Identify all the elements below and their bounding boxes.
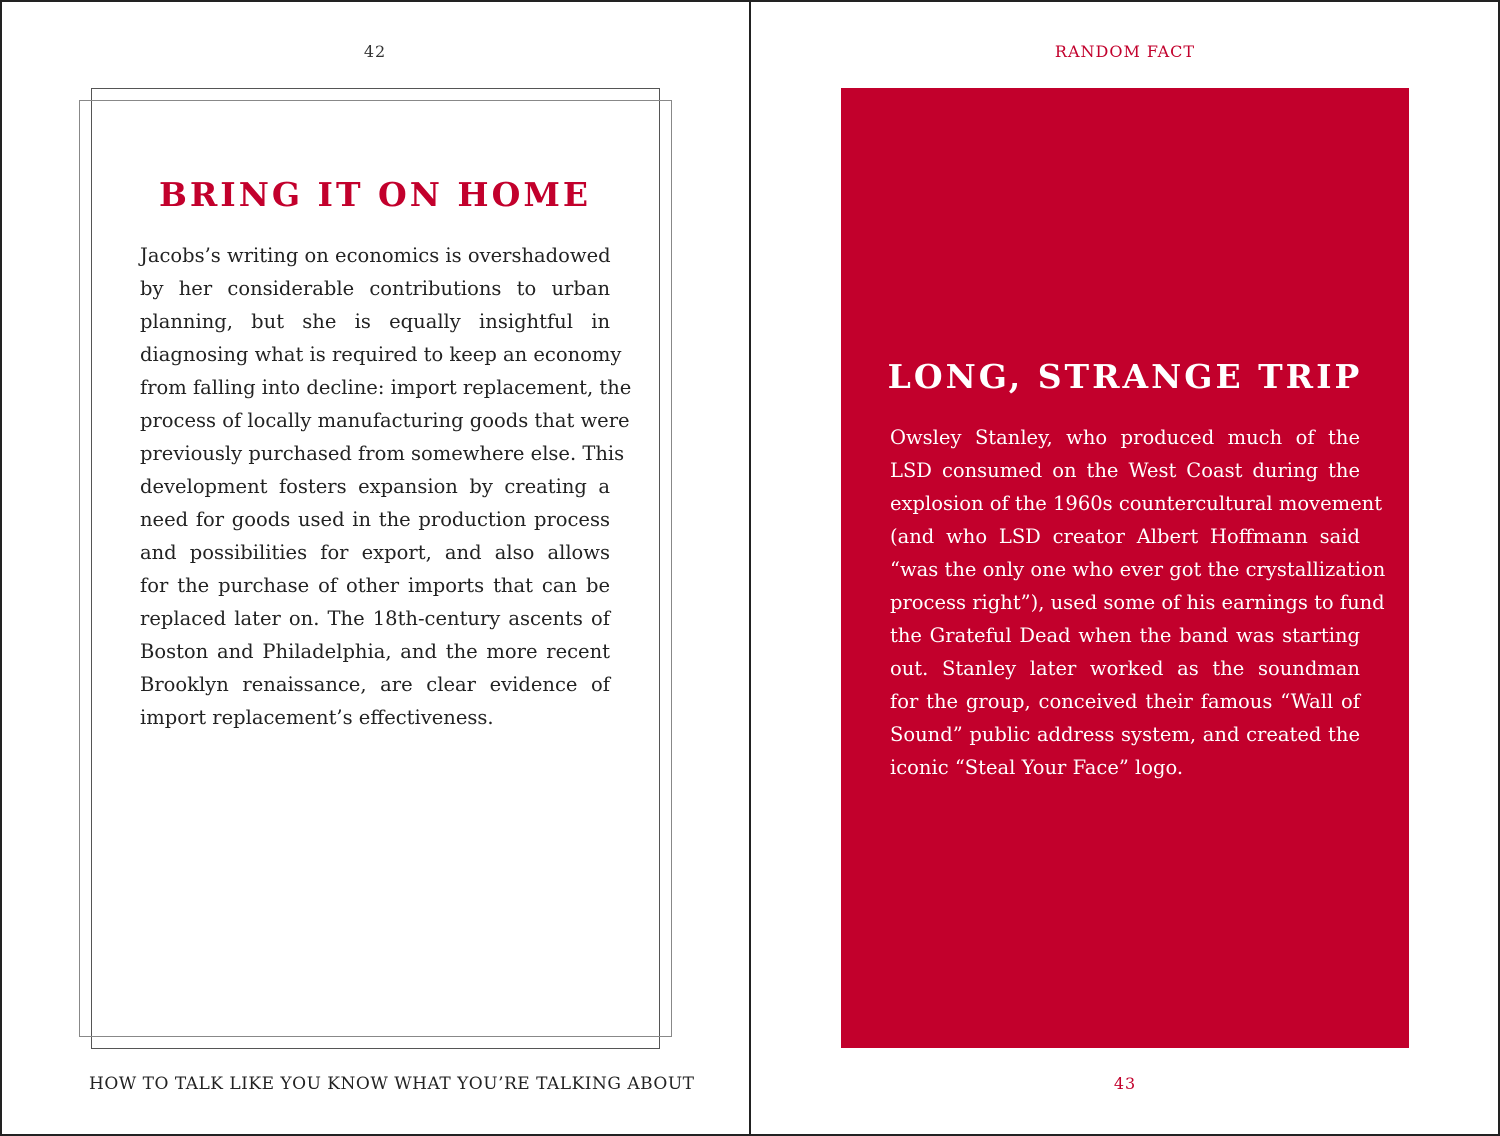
body-line: need for goods used in the production process — [140, 508, 610, 531]
body-line: previously purchased from somewhere else. This — [140, 442, 625, 465]
body-line: Owsley Stanley, who produced much of the — [890, 426, 1360, 449]
body-line: Jacobs’s writing on economics is overshadowed — [140, 244, 611, 267]
left-body — [140, 239, 632, 734]
body-line: Sound” public address system, and created the — [890, 723, 1360, 746]
body-line: iconic “Steal Your Face” logo. — [890, 756, 1184, 779]
body-line: explosion of the 1960s countercultural movement — [890, 492, 1383, 515]
spine-divider — [749, 0, 751, 1136]
body-line: Boston and Philadelphia, and the more recent — [140, 640, 610, 663]
left-title: BRING IT ON HOME — [158, 175, 592, 214]
left-page-number: 42 — [363, 42, 387, 61]
body-line: planning, but she is equally insightful in — [140, 310, 610, 333]
body-line: development fosters expansion by creating a — [140, 475, 610, 498]
body-line: the Grateful Dead when the band was starting — [890, 624, 1360, 647]
body-line: for the group, conceived their famous “Wall of — [890, 690, 1360, 713]
body-line: (and who LSD creator Albert Hoffmann said — [890, 525, 1360, 548]
section-header: RANDOM FACT — [1054, 42, 1196, 61]
body-line: for the purchase of other imports that can be — [140, 574, 610, 597]
body-line: import replacement’s effectiveness. — [140, 706, 494, 729]
body-line: LSD consumed on the West Coast during the — [890, 459, 1360, 482]
body-line: diagnosing what is required to keep an economy — [140, 343, 622, 366]
body-line: Brooklyn renaissance, are clear evidence of — [140, 673, 610, 696]
body-line: replaced later on. The 18th-century ascents of — [140, 607, 610, 630]
body-line: from falling into decline: import replacement, the — [140, 376, 632, 399]
body-line: by her considerable contributions to urban — [140, 277, 610, 300]
body-line: out. Stanley later worked as the soundman — [890, 657, 1360, 680]
body-line: process of locally manufacturing goods that were — [140, 409, 630, 432]
body-line: and possibilities for export, and also allows — [140, 541, 610, 564]
right-body — [890, 421, 1386, 784]
right-title: LONG, STRANGE TRIP — [887, 357, 1363, 396]
body-line: “was the only one who ever got the crystallization — [890, 558, 1386, 581]
right-page-number: 43 — [1113, 1074, 1137, 1093]
book-title-footer: HOW TO TALK LIKE YOU KNOW WHAT YOU’RE TALKING ABOUT — [89, 1074, 695, 1094]
body-line: process right”), used some of his earnings to fund — [890, 591, 1385, 614]
